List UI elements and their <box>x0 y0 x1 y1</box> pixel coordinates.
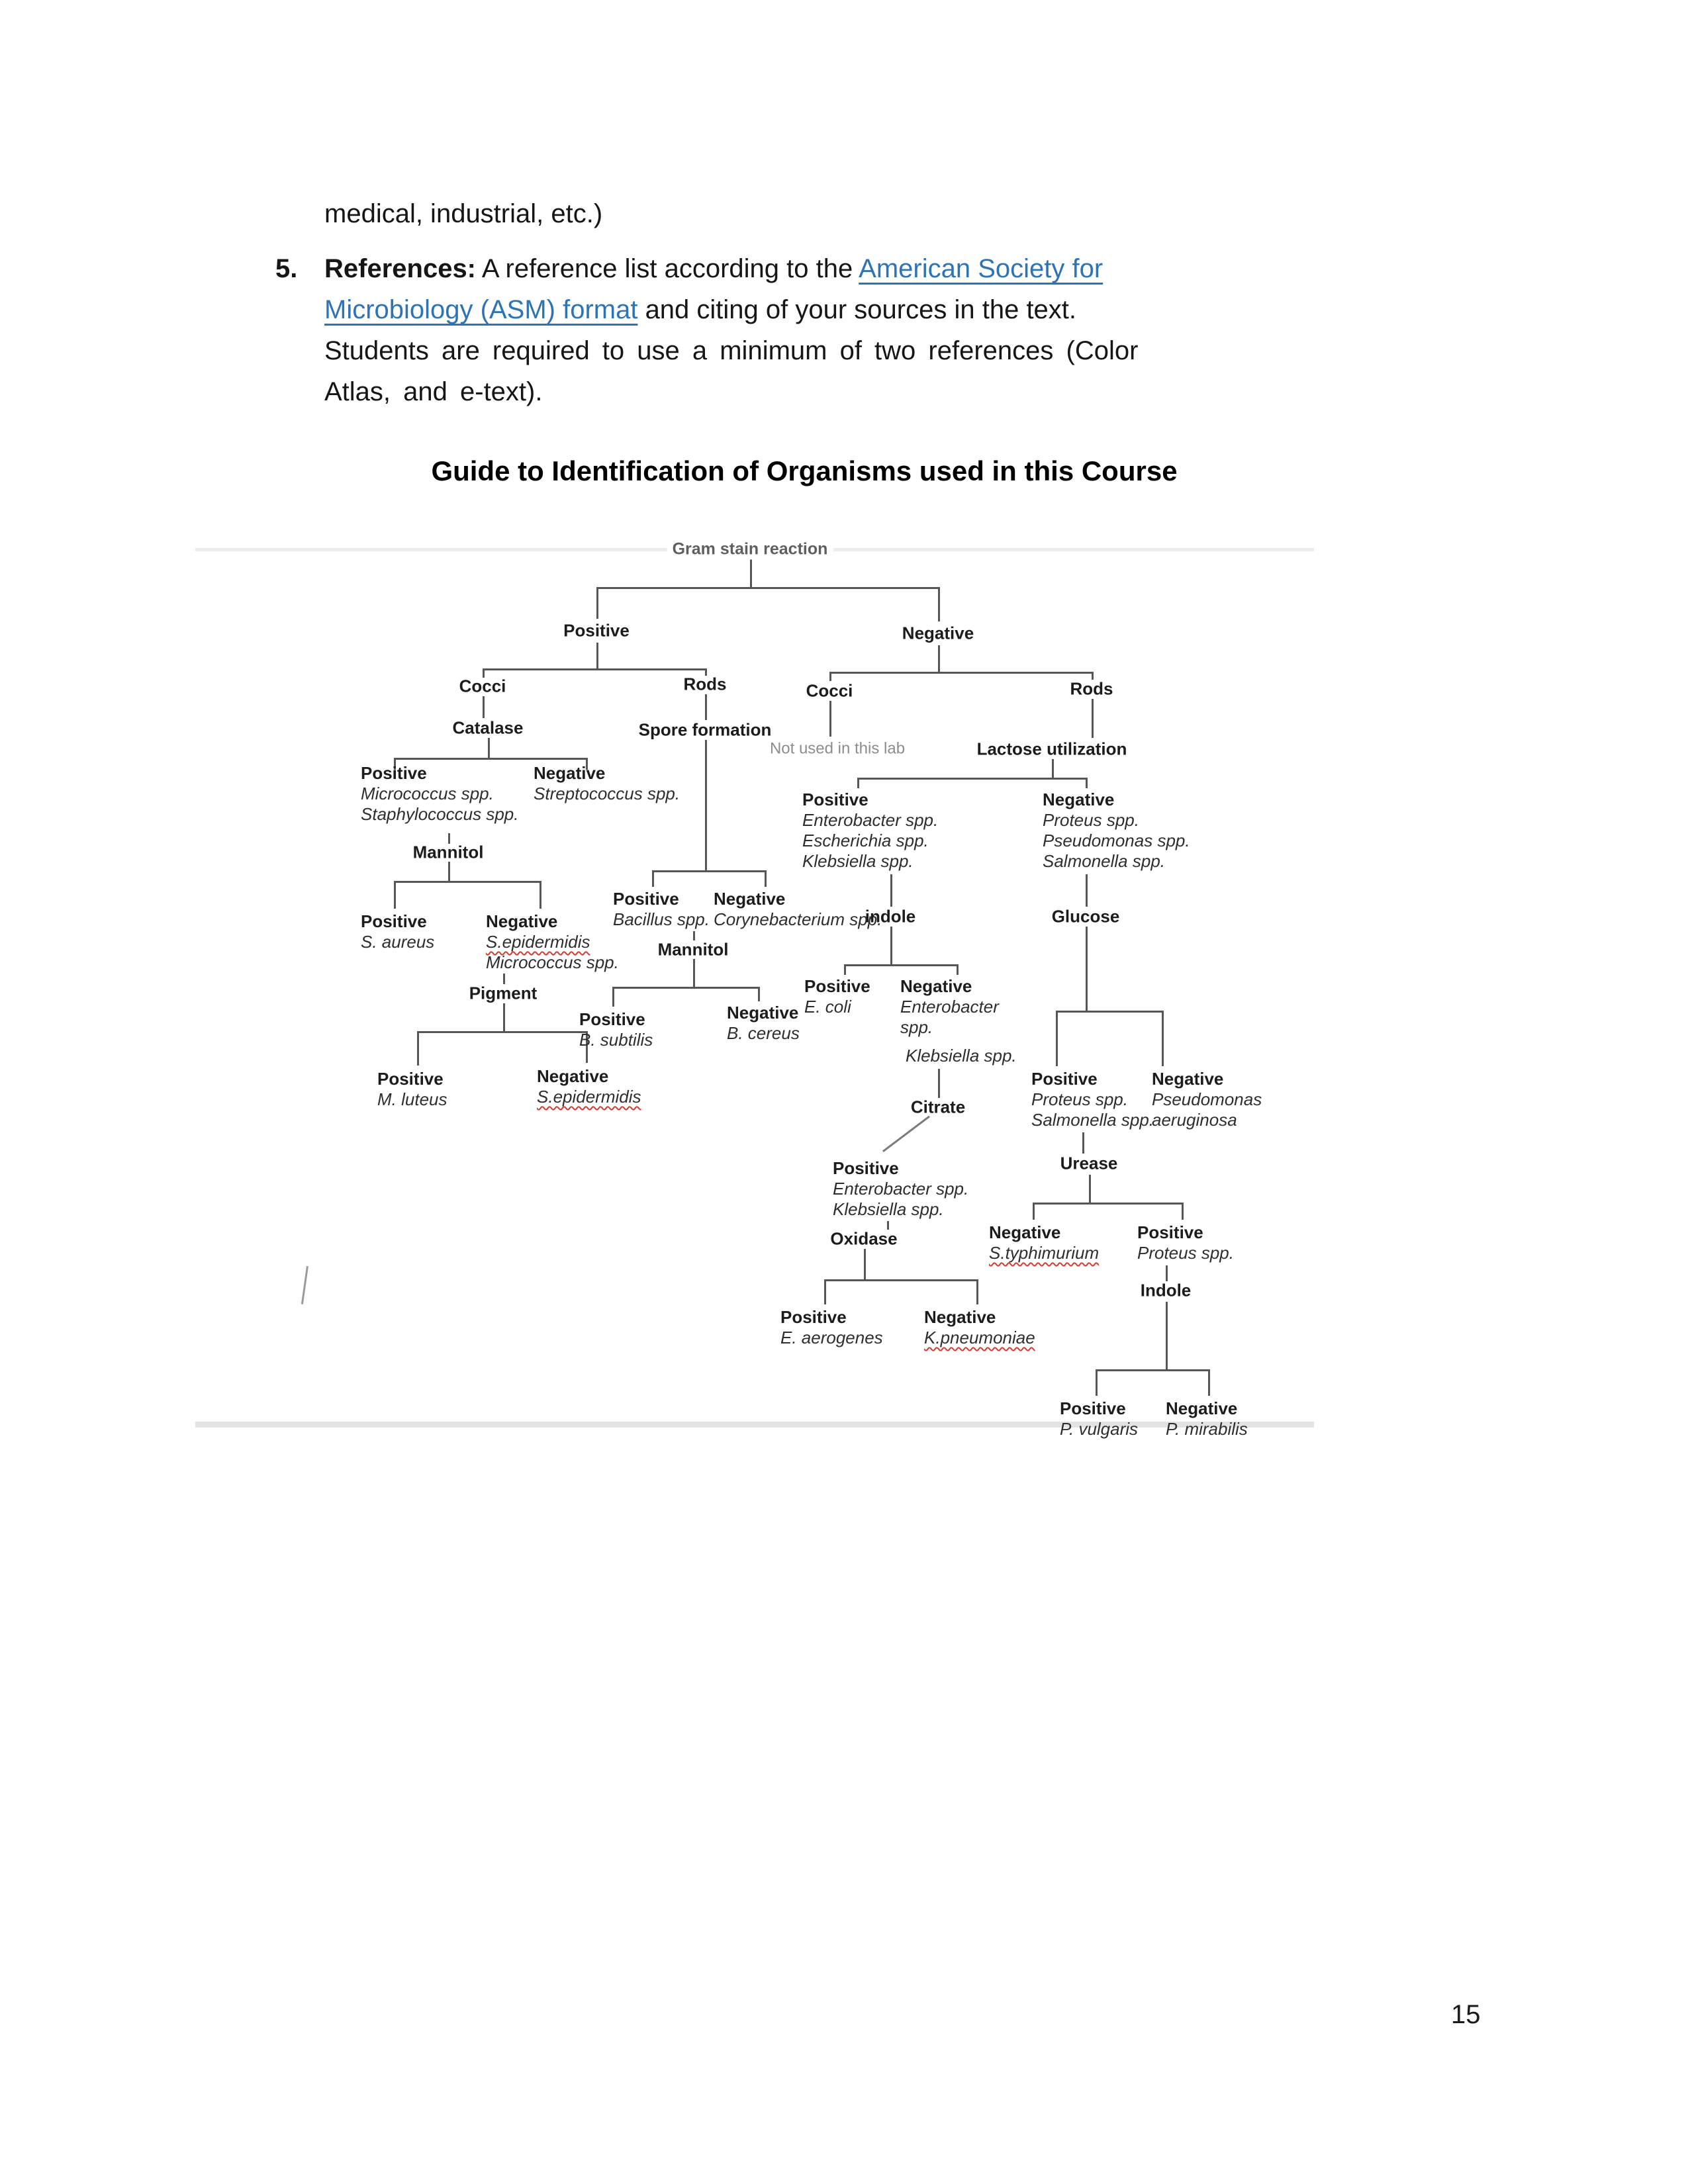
chart-node-rods-p-text: Rods <box>683 674 727 694</box>
chart-node-glucose-neg <box>1152 1069 1262 1130</box>
chart-node-catalase-pos-text: Staphylococcus spp. <box>361 804 519 824</box>
connector-line <box>1162 1011 1164 1066</box>
connector-line <box>503 1003 505 1031</box>
connector-line <box>612 987 614 1007</box>
chart-node-citrate-text: Citrate <box>910 1097 966 1117</box>
connector-line <box>1089 1175 1091 1203</box>
chart-node-pos1-text: Positive <box>563 620 630 641</box>
connector-line <box>844 964 957 966</box>
connector-line <box>1096 1369 1098 1396</box>
citrate-diagonal-connector <box>882 1116 930 1152</box>
chart-node-citrate-pos-text: Klebsiella spp. <box>833 1199 944 1219</box>
references-lead: References: <box>324 254 477 283</box>
references-line-2 <box>324 289 1264 330</box>
chart-node-indole1-neg-text: Enterobacter <box>900 997 999 1017</box>
chart-node-spore-neg-text: Negative <box>714 889 786 909</box>
chart-node-indole2-neg <box>1166 1398 1248 1439</box>
chart-node-indole1-pos <box>804 976 870 1017</box>
chart-node-cocci-p-text: Cocci <box>459 676 506 696</box>
chart-node-lactose <box>977 739 1127 760</box>
chart-node-citrate-pos <box>833 1158 968 1220</box>
chart-node-lactose-pos-text: Klebsiella spp. <box>802 851 914 871</box>
chart-node-cocci-n-text: Cocci <box>806 680 853 701</box>
asm-link-part-1[interactable]: American Society for <box>859 254 1103 283</box>
connector-line <box>705 694 707 720</box>
chart-node-lactose-neg-text: Pseudomonas spp. <box>1043 831 1190 850</box>
page-number: 15 <box>1451 2000 1481 2029</box>
chart-node-indole2-pos-text: P. vulgaris <box>1060 1419 1139 1439</box>
references-line-1 <box>324 248 1264 289</box>
chart-node-indole1-neg-text: spp. <box>900 1017 933 1037</box>
chart-node-neg1 <box>902 623 974 644</box>
chart-node-lactose-pos-text: Enterobacter spp. <box>802 810 939 830</box>
chart-node-mannitol1-text: Mannitol <box>412 842 484 862</box>
connector-line <box>596 587 598 619</box>
chart-node-rods-p <box>684 674 727 695</box>
chart-node-lactose-neg <box>1043 790 1190 872</box>
connector-line <box>539 881 541 909</box>
chart-node-catalase <box>453 718 524 739</box>
connector-line <box>394 881 539 883</box>
references-line-4: Atlas, and e-text). <box>324 377 543 406</box>
connector-line <box>1056 1011 1058 1066</box>
chart-node-oxidase-pos-text: Positive <box>780 1307 847 1327</box>
chart-node-kleb2 <box>906 1046 1017 1066</box>
chart-node-m1-pos-text: S. aureus <box>361 932 435 952</box>
connector-line <box>750 557 752 587</box>
chart-node-urease-pos <box>1137 1222 1234 1263</box>
list-item-number: 5. <box>275 254 298 283</box>
identification-flowchart <box>195 520 1314 1446</box>
chart-node-m1-neg-text: S.epidermidis <box>486 932 590 952</box>
chart-node-citrate-pos-text: Enterobacter spp. <box>833 1179 969 1199</box>
chart-node-oxidase-text: Oxidase <box>830 1228 898 1249</box>
connector-line <box>1208 1369 1210 1396</box>
chart-node-urease-pos-text: Positive <box>1137 1222 1203 1242</box>
references-line2-text: and citing of your sources in the text. <box>645 295 1077 324</box>
chart-node-glucose <box>1052 907 1120 927</box>
chart-node-glucose-text: Glucose <box>1051 906 1120 927</box>
connector-line <box>857 778 859 788</box>
chart-node-catalase-neg-text: Negative <box>534 763 606 783</box>
chart-node-oxidase-neg-text: Negative <box>924 1307 996 1327</box>
connector-line <box>693 959 695 987</box>
chart-node-m1-pos-text: Positive <box>361 911 427 931</box>
connector-line <box>612 987 758 989</box>
chart-node-lactose-pos <box>802 790 938 872</box>
connector-line <box>857 778 1086 780</box>
chart-node-rods-n <box>1070 679 1113 700</box>
chart-node-citrate-pos-text: Positive <box>833 1158 899 1178</box>
chart-node-indole1-neg <box>900 976 999 1038</box>
connector-line <box>765 870 767 887</box>
chart-node-indole2-pos-text: Positive <box>1060 1398 1126 1418</box>
chart-node-urease-neg-text: Negative <box>989 1222 1061 1242</box>
chart-node-indole2-text: Indole <box>1140 1280 1192 1300</box>
chart-node-m2-neg-text: B. cereus <box>727 1023 800 1043</box>
chart-node-urease <box>1060 1154 1118 1174</box>
chart-node-oxidase-neg-text: K.pneumoniae <box>924 1328 1035 1347</box>
chart-node-spore <box>639 720 772 741</box>
connector-line <box>864 1249 866 1279</box>
stray-pen-mark <box>301 1266 308 1304</box>
connector-line <box>824 1279 976 1281</box>
chart-node-pos1 <box>563 621 630 641</box>
chart-node-gram-text: Gram stain reaction <box>667 539 833 560</box>
chart-node-indole1-neg-text: Negative <box>900 976 972 996</box>
chart-node-oxidase-pos-text: E. aerogenes <box>780 1328 883 1347</box>
chart-node-indole2-neg-text: Negative <box>1166 1398 1238 1418</box>
chart-node-m1-neg <box>486 911 619 973</box>
chart-node-spore-text: Spore formation <box>638 719 772 740</box>
connector-line <box>394 881 396 909</box>
chart-node-catalase-neg-text: Streptococcus spp. <box>534 784 680 803</box>
chart-node-urease-neg-text: S.typhimurium <box>989 1243 1100 1263</box>
connector-line <box>890 874 892 907</box>
chart-node-glucose-pos-text: Proteus spp. <box>1031 1089 1128 1109</box>
chart-node-lactose-neg-text: Negative <box>1043 790 1115 809</box>
chart-node-indole1 <box>865 907 916 927</box>
chart-node-kleb2-text: Klebsiella spp. <box>906 1046 1017 1066</box>
chart-node-m2-neg-text: Negative <box>727 1003 799 1023</box>
connector-line <box>596 587 939 589</box>
chart-node-catalase-pos <box>361 763 518 825</box>
chart-node-mannitol1 <box>413 842 484 863</box>
connector-line <box>1033 1203 1035 1220</box>
chart-node-oxidase <box>830 1229 897 1250</box>
chart-node-gram <box>667 539 833 560</box>
chart-node-glucose-neg-text: Negative <box>1152 1069 1224 1089</box>
chart-node-lactose-pos-text: Positive <box>802 790 868 809</box>
chart-node-m2-pos <box>579 1009 653 1050</box>
chart-node-glucose-pos-text: Positive <box>1031 1069 1098 1089</box>
chart-node-m1-neg-text: Negative <box>486 911 558 931</box>
chart-node-notused <box>770 739 905 759</box>
connector-line <box>483 696 485 718</box>
chart-node-spore-neg <box>714 889 882 930</box>
asm-link-part-2[interactable]: Microbiology (ASM) format <box>324 295 638 324</box>
chart-node-catalase-neg <box>534 763 680 804</box>
chart-node-citrate <box>911 1097 965 1118</box>
references-line1-text: A reference list according to the <box>481 254 853 283</box>
chart-node-pigment-neg-text: Negative <box>537 1066 609 1086</box>
connector-line <box>1166 1265 1168 1281</box>
chart-node-lactose-text: Lactose utilization <box>976 739 1127 759</box>
chart-node-spore-pos-text: Bacillus spp. <box>613 909 710 929</box>
chart-node-mannitol2 <box>658 940 729 960</box>
connector-line <box>596 643 598 668</box>
connector-line <box>844 964 846 975</box>
chart-node-oxidase-neg <box>924 1307 1035 1348</box>
chart-node-m2-neg <box>727 1003 800 1044</box>
connector-line <box>652 870 654 887</box>
connector-line <box>1052 759 1054 778</box>
connector-line <box>1182 1203 1184 1220</box>
chart-node-pigment-text: Pigment <box>469 983 538 1003</box>
chart-node-indole1-pos-text: E. coli <box>804 997 851 1017</box>
chart-node-lactose-neg-text: Proteus spp. <box>1043 810 1139 830</box>
chart-node-indole2-pos <box>1060 1398 1138 1439</box>
references-line-3: Students are required to use a minimum of two references (Color <box>324 336 1139 365</box>
connector-line <box>448 862 450 881</box>
chart-node-neg1-text: Negative <box>902 623 974 643</box>
connector-line <box>890 927 892 964</box>
chart-node-indole2-neg-text: P. mirabilis <box>1166 1419 1248 1439</box>
connector-line <box>705 740 707 870</box>
connector-line <box>829 672 831 681</box>
connector-line <box>1033 1203 1182 1205</box>
connector-line <box>1056 1011 1162 1013</box>
connector-line <box>483 668 705 670</box>
chart-node-pigment-neg <box>537 1066 641 1107</box>
connector-line <box>1086 874 1088 907</box>
chart-node-indole2 <box>1141 1281 1192 1301</box>
connector-line <box>938 587 940 621</box>
connector-line <box>1086 778 1088 788</box>
connector-line <box>488 738 490 758</box>
chart-node-glucose-neg-text: Pseudomonas <box>1152 1089 1262 1109</box>
connector-line <box>758 987 760 1001</box>
chart-node-rods-n-text: Rods <box>1070 678 1113 699</box>
connector-line <box>1166 1302 1168 1369</box>
chart-node-lactose-neg-text: Salmonella spp. <box>1043 851 1165 871</box>
chart-node-urease-text: Urease <box>1060 1153 1118 1173</box>
chart-node-spore-pos <box>613 889 710 930</box>
chart-node-pigment <box>469 983 538 1004</box>
connector-line <box>1082 1132 1084 1154</box>
connector-line <box>1096 1369 1208 1371</box>
connector-line <box>938 645 940 672</box>
chart-node-m1-neg-text: Micrococcus spp. <box>486 952 619 972</box>
chart-node-pigment-pos-text: M. luteus <box>377 1089 447 1109</box>
chart-node-mannitol2-text: Mannitol <box>657 939 729 960</box>
connector-line <box>938 1069 940 1098</box>
references-paragraph <box>324 248 1264 412</box>
chart-node-catalase-text: Catalase <box>452 717 524 738</box>
connector-line <box>1092 699 1094 738</box>
chart-node-oxidase-pos <box>780 1307 883 1348</box>
connector-line <box>417 1031 586 1033</box>
chart-node-indole1-pos-text: Positive <box>804 976 870 996</box>
chart-node-m1-pos <box>361 911 434 952</box>
chart-node-pigment-neg-text: S.epidermidis <box>537 1087 641 1107</box>
chart-node-notused-text: Not used in this lab <box>769 739 906 758</box>
connector-line <box>976 1279 978 1304</box>
chart-node-indole1-text: indole <box>865 906 916 927</box>
chart-node-cocci-n <box>806 681 853 702</box>
chart-node-spore-neg-text: Corynebacterium spp. <box>714 909 882 929</box>
chart-node-glucose-neg-text: aeruginosa <box>1152 1110 1237 1130</box>
chart-node-m2-pos-text: B. subtilis <box>579 1030 653 1050</box>
connector-line <box>1086 927 1088 1011</box>
connector-line <box>417 1031 419 1066</box>
chart-node-cocci-p <box>459 676 506 697</box>
chart-node-spore-pos-text: Positive <box>613 889 679 909</box>
chart-node-urease-neg <box>989 1222 1099 1263</box>
chart-node-catalase-pos-text: Positive <box>361 763 427 783</box>
connector-line <box>957 964 959 975</box>
connector-line <box>829 701 831 737</box>
connector-line <box>829 672 1092 674</box>
connector-line <box>652 870 765 872</box>
chart-node-urease-pos-text: Proteus spp. <box>1137 1243 1234 1263</box>
scan-rule-bottom <box>195 1422 1314 1428</box>
chart-node-lactose-pos-text: Escherichia spp. <box>802 831 929 850</box>
connector-line <box>824 1279 826 1304</box>
paragraph-continuation: medical, industrial, etc.) <box>324 199 603 228</box>
chart-node-glucose-pos-text: Salmonella spp. <box>1031 1110 1154 1130</box>
chart-node-catalase-pos-text: Micrococcus spp. <box>361 784 494 803</box>
chart-node-pigment-pos <box>377 1069 447 1110</box>
chart-node-pigment-pos-text: Positive <box>377 1069 444 1089</box>
chart-node-glucose-pos <box>1031 1069 1154 1130</box>
connector-line <box>394 758 586 760</box>
chart-node-m2-pos-text: Positive <box>579 1009 645 1029</box>
section-heading: Guide to Identification of Organisms used in this Course <box>431 455 1178 486</box>
